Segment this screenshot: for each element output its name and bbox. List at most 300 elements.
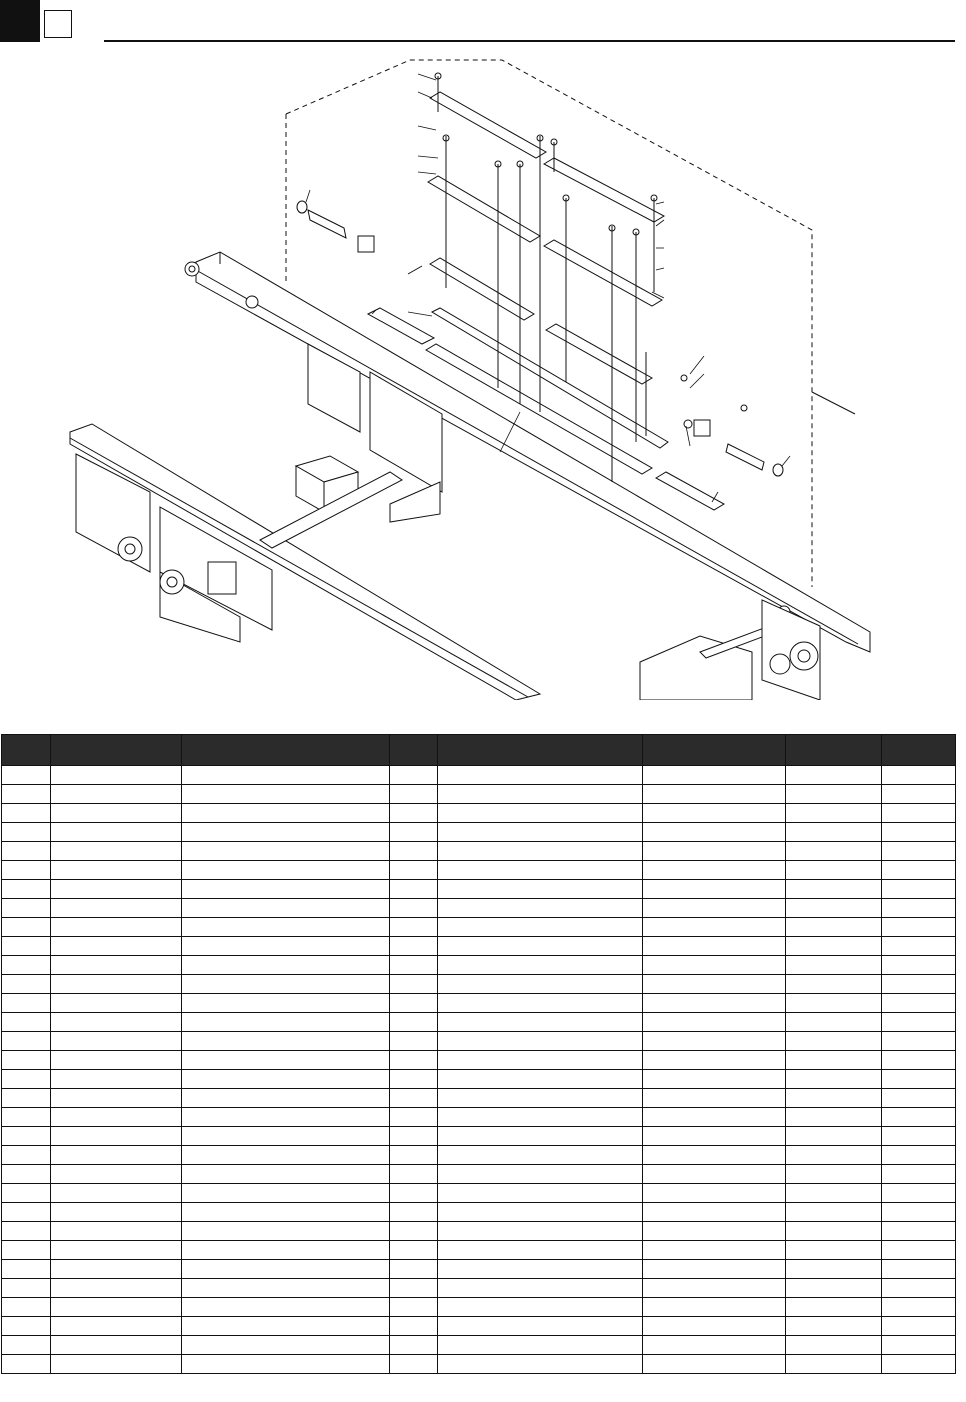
table-cell (51, 899, 182, 918)
header-cell (51, 735, 182, 766)
table-cell (438, 899, 643, 918)
table-cell (182, 1355, 390, 1374)
table-cell (390, 937, 438, 956)
table-cell (882, 861, 956, 880)
table-cell (786, 1184, 882, 1203)
table-cell (438, 861, 643, 880)
table-cell (786, 1127, 882, 1146)
table-cell (51, 1355, 182, 1374)
table-cell (438, 1184, 643, 1203)
table-cell (2, 956, 51, 975)
table-cell (51, 1279, 182, 1298)
right-base (640, 600, 820, 700)
table-cell (182, 1032, 390, 1051)
table-row (2, 1203, 956, 1222)
table-cell (51, 823, 182, 842)
table-cell (438, 1355, 643, 1374)
table-cell (643, 785, 786, 804)
table-cell (390, 842, 438, 861)
table-cell (182, 1241, 390, 1260)
table-cell (438, 1260, 643, 1279)
table-cell (786, 1298, 882, 1317)
table-cell (390, 918, 438, 937)
table-cell (390, 1089, 438, 1108)
table-cell (2, 1184, 51, 1203)
table-cell (786, 880, 882, 899)
table-cell (438, 842, 643, 861)
table-cell (786, 1165, 882, 1184)
table-cell (2, 1222, 51, 1241)
table-row (2, 861, 956, 880)
table-cell (2, 1108, 51, 1127)
table-cell (51, 937, 182, 956)
table-row (2, 1317, 956, 1336)
table-cell (390, 1241, 438, 1260)
table-cell (51, 918, 182, 937)
table-cell (2, 1260, 51, 1279)
table-cell (390, 1032, 438, 1051)
table-cell (882, 1317, 956, 1336)
table-cell (438, 1127, 643, 1146)
table-row (2, 880, 956, 899)
table-cell (2, 1336, 51, 1355)
table-cell (438, 1298, 643, 1317)
table-cell (51, 1260, 182, 1279)
table-cell (786, 1032, 882, 1051)
table-cell (643, 1070, 786, 1089)
table-cell (51, 861, 182, 880)
table-cell (51, 1089, 182, 1108)
table-cell (390, 994, 438, 1013)
table-cell (182, 1051, 390, 1070)
table-cell (643, 766, 786, 785)
table-cell (438, 937, 643, 956)
table-cell (2, 1051, 51, 1070)
table-cell (643, 823, 786, 842)
table-cell (643, 804, 786, 823)
table-row (2, 1165, 956, 1184)
table-cell (438, 1279, 643, 1298)
table-cell (390, 956, 438, 975)
table-cell (786, 861, 882, 880)
table-cell (182, 823, 390, 842)
table-cell (51, 1165, 182, 1184)
table-cell (438, 1146, 643, 1165)
table-row (2, 1013, 956, 1032)
table-cell (786, 975, 882, 994)
table-cell (438, 1317, 643, 1336)
table-row (2, 785, 956, 804)
table-cell (2, 785, 51, 804)
table-cell (390, 899, 438, 918)
table-cell (2, 1355, 51, 1374)
table-cell (882, 1070, 956, 1089)
table-cell (182, 1184, 390, 1203)
table-cell (786, 918, 882, 937)
table-cell (182, 1127, 390, 1146)
table-cell (182, 1089, 390, 1108)
table-cell (390, 861, 438, 880)
table-cell (390, 1127, 438, 1146)
header-cell (786, 735, 882, 766)
table-cell (390, 766, 438, 785)
table-cell (2, 1241, 51, 1260)
table-cell (882, 1165, 956, 1184)
table-cell (786, 956, 882, 975)
table-cell (390, 1260, 438, 1279)
table-cell (882, 1108, 956, 1127)
table-cell (786, 842, 882, 861)
table-cell (882, 1127, 956, 1146)
table-cell (438, 1070, 643, 1089)
table-cell (786, 1146, 882, 1165)
upper-plates (428, 92, 664, 384)
table-cell (2, 823, 51, 842)
table-cell (786, 994, 882, 1013)
table-cell (2, 899, 51, 918)
table-cell (2, 1013, 51, 1032)
table-cell (51, 1222, 182, 1241)
table-cell (882, 1241, 956, 1260)
table-cell (2, 842, 51, 861)
table-cell (2, 1203, 51, 1222)
table-cell (438, 1089, 643, 1108)
table-cell (2, 937, 51, 956)
table-cell (182, 1298, 390, 1317)
section-box (44, 10, 72, 38)
exploded-parts-diagram (0, 52, 966, 700)
table-cell (51, 975, 182, 994)
table-cell (882, 1260, 956, 1279)
table-cell (786, 1089, 882, 1108)
table-cell (786, 785, 882, 804)
table-cell (438, 804, 643, 823)
table-cell (182, 861, 390, 880)
boundary-leader (812, 392, 855, 414)
table-cell (182, 1070, 390, 1089)
table-row (2, 1051, 956, 1070)
table-cell (390, 1222, 438, 1241)
table-cell (882, 1336, 956, 1355)
table-cell (643, 1032, 786, 1051)
table-cell (643, 1298, 786, 1317)
table-cell (51, 1127, 182, 1146)
table-cell (182, 1317, 390, 1336)
table-row (2, 937, 956, 956)
table-cell (882, 1279, 956, 1298)
table-cell (882, 975, 956, 994)
section-marker-block (0, 0, 40, 42)
table-cell (182, 785, 390, 804)
table-cell (882, 1089, 956, 1108)
table-cell (643, 1051, 786, 1070)
header-cell (882, 735, 956, 766)
table-cell (51, 804, 182, 823)
table-cell (643, 1013, 786, 1032)
table-row (2, 1108, 956, 1127)
table-row (2, 1089, 956, 1108)
table-cell (182, 994, 390, 1013)
table-cell (786, 1241, 882, 1260)
table-cell (882, 1298, 956, 1317)
table-cell (643, 1127, 786, 1146)
table-cell (182, 956, 390, 975)
table-cell (2, 804, 51, 823)
table-cell (390, 785, 438, 804)
table-row (2, 823, 956, 842)
table-cell (51, 1146, 182, 1165)
table-cell (643, 861, 786, 880)
table-cell (438, 1032, 643, 1051)
table-cell (390, 1355, 438, 1374)
table-cell (643, 956, 786, 975)
header-cell (438, 735, 643, 766)
table-cell (786, 1203, 882, 1222)
table-cell (182, 804, 390, 823)
table-row (2, 956, 956, 975)
table-row (2, 842, 956, 861)
table-cell (390, 1165, 438, 1184)
table-cell (182, 937, 390, 956)
table-cell (643, 1184, 786, 1203)
table-cell (643, 1146, 786, 1165)
table-row (2, 1127, 956, 1146)
table-cell (2, 1146, 51, 1165)
table-row (2, 1032, 956, 1051)
table-cell (182, 842, 390, 861)
header-rule (104, 40, 955, 42)
table-cell (438, 823, 643, 842)
table-cell (786, 823, 882, 842)
table-cell (438, 1241, 643, 1260)
table-cell (643, 1089, 786, 1108)
table-header-row (2, 735, 956, 766)
table-cell (182, 1013, 390, 1032)
table-cell (390, 1298, 438, 1317)
table-cell (2, 1089, 51, 1108)
table-cell (182, 1203, 390, 1222)
header-cell (390, 735, 438, 766)
table-cell (643, 1222, 786, 1241)
table-cell (182, 1146, 390, 1165)
table-cell (2, 1032, 51, 1051)
table-cell (51, 1336, 182, 1355)
table-cell (438, 1051, 643, 1070)
table-row (2, 1260, 956, 1279)
table-cell (786, 1279, 882, 1298)
table-cell (643, 1108, 786, 1127)
table-cell (182, 766, 390, 785)
table-cell (882, 918, 956, 937)
table-row (2, 918, 956, 937)
table-row (2, 1241, 956, 1260)
table-cell (786, 1222, 882, 1241)
table-cell (882, 842, 956, 861)
table-cell (882, 880, 956, 899)
table-cell (643, 1241, 786, 1260)
table-cell (51, 1184, 182, 1203)
table-cell (51, 766, 182, 785)
table-cell (390, 1279, 438, 1298)
table-row (2, 1070, 956, 1089)
table-cell (882, 899, 956, 918)
table-cell (390, 1013, 438, 1032)
table-cell (2, 880, 51, 899)
table-cell (882, 956, 956, 975)
table-cell (438, 975, 643, 994)
table-cell (2, 1317, 51, 1336)
table-cell (882, 994, 956, 1013)
table-cell (786, 899, 882, 918)
assembly-outline (70, 60, 870, 700)
table-cell (51, 1013, 182, 1032)
parts-table-body (2, 766, 956, 1374)
table-cell (390, 1336, 438, 1355)
table-cell (51, 880, 182, 899)
table-cell (882, 1051, 956, 1070)
table-cell (182, 1108, 390, 1127)
table-cell (643, 1355, 786, 1374)
table-cell (643, 1336, 786, 1355)
table-cell (643, 1279, 786, 1298)
table-cell (51, 1032, 182, 1051)
header-cell (2, 735, 51, 766)
table-cell (786, 1260, 882, 1279)
table-cell (2, 861, 51, 880)
table-row (2, 1146, 956, 1165)
table-cell (438, 766, 643, 785)
table-cell (2, 1279, 51, 1298)
table-row (2, 975, 956, 994)
table-cell (51, 1108, 182, 1127)
table-cell (182, 1165, 390, 1184)
table-cell (390, 1146, 438, 1165)
table-cell (643, 880, 786, 899)
table-cell (438, 956, 643, 975)
table-cell (882, 1146, 956, 1165)
table-cell (786, 937, 882, 956)
table-cell (2, 975, 51, 994)
table-row (2, 1222, 956, 1241)
table-cell (390, 1203, 438, 1222)
table-cell (786, 1013, 882, 1032)
table-cell (51, 1241, 182, 1260)
table-cell (2, 1298, 51, 1317)
table-cell (2, 1127, 51, 1146)
header-cell (643, 735, 786, 766)
table-row (2, 766, 956, 785)
table-row (2, 1336, 956, 1355)
table-cell (643, 899, 786, 918)
table-cell (438, 1203, 643, 1222)
table-cell (786, 1355, 882, 1374)
table-cell (643, 1203, 786, 1222)
table-cell (643, 1165, 786, 1184)
table-cell (390, 975, 438, 994)
table-cell (51, 1298, 182, 1317)
table-cell (438, 1108, 643, 1127)
table-cell (643, 1317, 786, 1336)
table-cell (2, 766, 51, 785)
table-cell (786, 1108, 882, 1127)
parts-table (1, 734, 956, 1374)
table-cell (390, 804, 438, 823)
table-cell (882, 1013, 956, 1032)
table-cell (2, 918, 51, 937)
table-cell (390, 823, 438, 842)
table-cell (182, 899, 390, 918)
table-cell (643, 975, 786, 994)
left-pin-assembly (297, 201, 422, 274)
table-cell (786, 1336, 882, 1355)
table-cell (51, 956, 182, 975)
table-cell (643, 1260, 786, 1279)
table-cell (643, 994, 786, 1013)
table-cell (182, 1222, 390, 1241)
table-cell (882, 1184, 956, 1203)
table-cell (182, 918, 390, 937)
table-row (2, 1184, 956, 1203)
table-cell (882, 766, 956, 785)
table-cell (786, 1051, 882, 1070)
table-row (2, 1279, 956, 1298)
table-cell (51, 1203, 182, 1222)
table-row (2, 899, 956, 918)
table-cell (390, 880, 438, 899)
table-cell (643, 842, 786, 861)
table-cell (438, 785, 643, 804)
table-cell (882, 1032, 956, 1051)
table-cell (51, 1051, 182, 1070)
table-cell (182, 1260, 390, 1279)
exploded-boundary (286, 60, 812, 587)
table-cell (786, 804, 882, 823)
table-cell (882, 1222, 956, 1241)
table-cell (438, 918, 643, 937)
table-cell (51, 994, 182, 1013)
table-cell (390, 1070, 438, 1089)
table-row (2, 1298, 956, 1317)
table-cell (882, 804, 956, 823)
table-cell (390, 1051, 438, 1070)
table-cell (2, 994, 51, 1013)
table-row (2, 994, 956, 1013)
table-cell (182, 1279, 390, 1298)
table-cell (786, 1070, 882, 1089)
table-cell (2, 1070, 51, 1089)
table-cell (882, 785, 956, 804)
table-cell (51, 1317, 182, 1336)
table-cell (438, 1165, 643, 1184)
table-cell (786, 766, 882, 785)
table-cell (438, 994, 643, 1013)
table-row (2, 804, 956, 823)
table-cell (182, 1336, 390, 1355)
table-cell (786, 1317, 882, 1336)
table-cell (438, 1013, 643, 1032)
table-cell (390, 1108, 438, 1127)
table-cell (51, 785, 182, 804)
table-cell (438, 1222, 643, 1241)
header-cell (182, 735, 390, 766)
table-cell (882, 823, 956, 842)
table-cell (390, 1184, 438, 1203)
table-cell (882, 937, 956, 956)
table-cell (882, 1355, 956, 1374)
table-cell (882, 1203, 956, 1222)
table-cell (2, 1165, 51, 1184)
table-cell (182, 975, 390, 994)
